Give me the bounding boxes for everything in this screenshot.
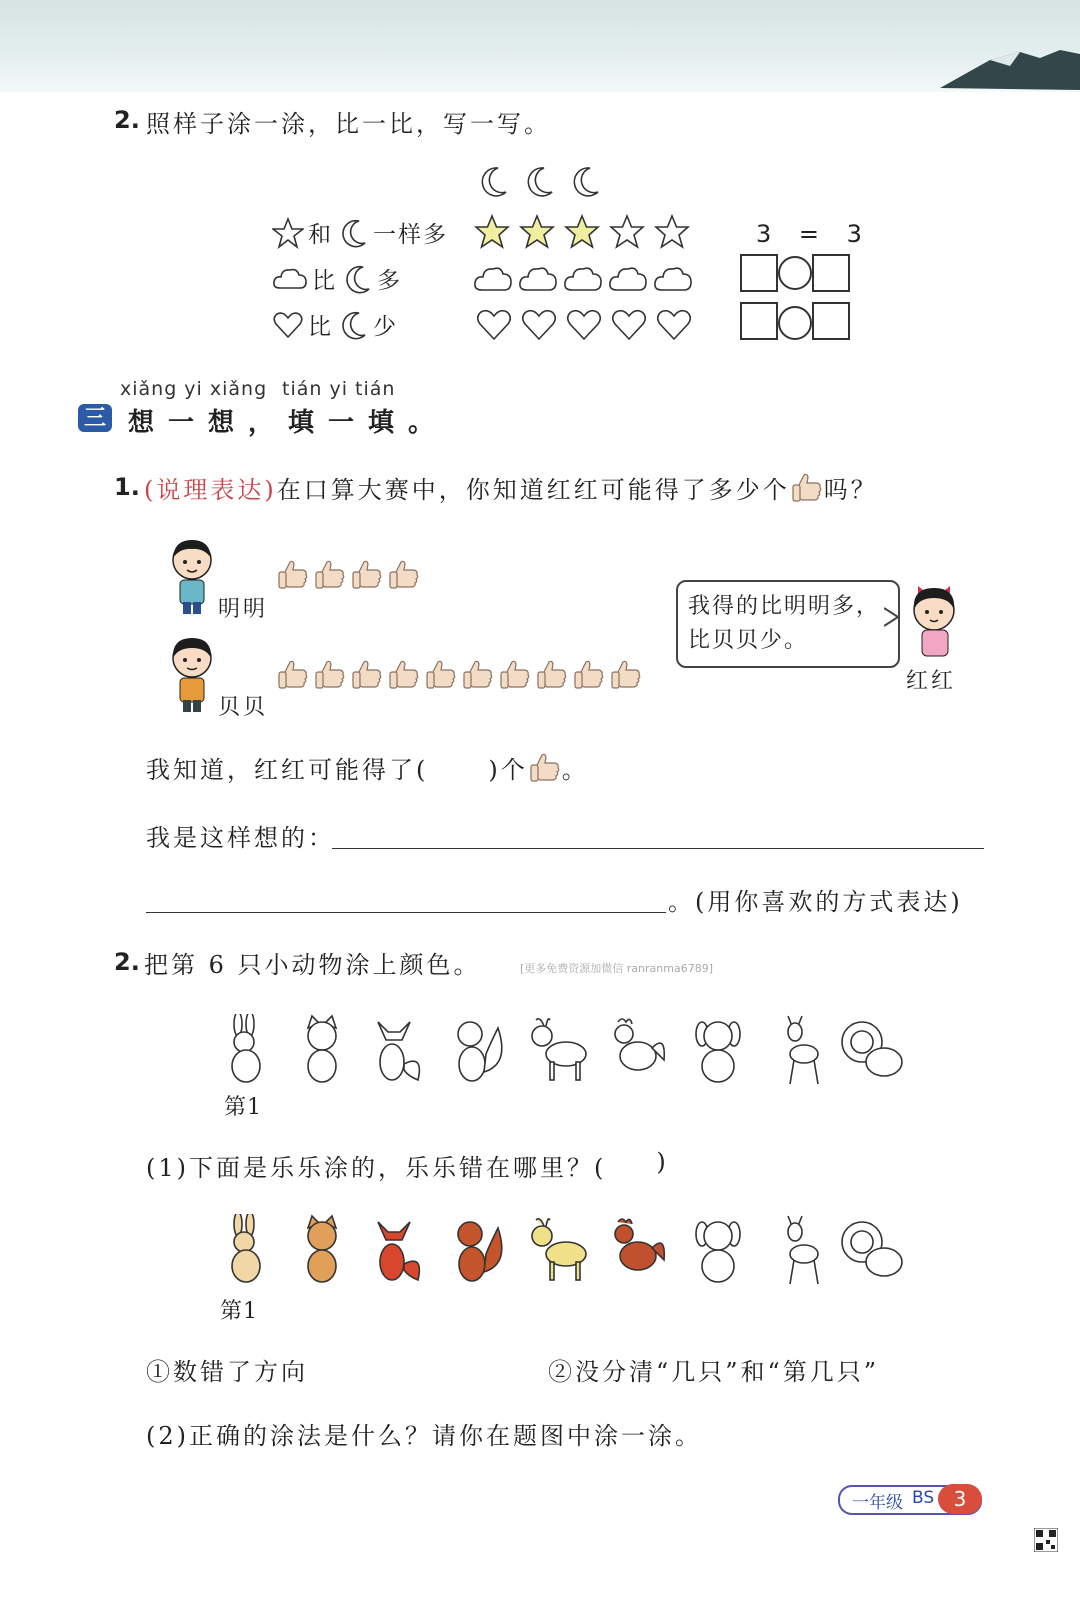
thumbs-up-icon (612, 661, 640, 688)
rabbit-icon[interactable] (214, 1214, 278, 1292)
pinyin-b: tián yi tián (282, 378, 396, 400)
deer-icon[interactable] (768, 1014, 832, 1092)
row-more-label (272, 262, 402, 295)
thumbs-up-icon (501, 661, 529, 688)
thumbs-up-icon (464, 661, 492, 688)
moon-icon (574, 168, 598, 196)
heart-icon[interactable] (478, 311, 511, 339)
rooster-icon[interactable] (604, 1214, 668, 1292)
moon-icon (337, 309, 369, 341)
sub1-blank[interactable] (606, 1148, 656, 1183)
section-title-b: 填一填。 (288, 408, 449, 438)
answer-box-less[interactable] (740, 302, 850, 344)
thumbs-up-icon (427, 661, 455, 688)
row-label-a: 比 (312, 268, 337, 294)
cloud-icon[interactable] (655, 268, 691, 290)
heart-icon[interactable] (613, 311, 646, 339)
answer-circle[interactable] (778, 306, 812, 340)
question-number: 2. (114, 948, 140, 976)
star-icon[interactable] (656, 216, 688, 247)
sub1-end: ) (656, 1148, 669, 1176)
bubble-line: 比贝贝少。 (688, 628, 809, 653)
squirrel-icon[interactable] (446, 1214, 510, 1292)
name-beibei: 贝贝 (218, 695, 269, 720)
answer-sentence (146, 750, 589, 785)
thumbs-up-icon (790, 471, 824, 505)
pinyin-a: xiǎng yi xiǎng (120, 378, 268, 400)
thumbs-up-icon (353, 661, 381, 688)
question-text: 照样子涂一涂，比一比，写一写。 (146, 110, 551, 138)
fox-icon[interactable] (364, 1214, 428, 1292)
row-equal-label (272, 216, 448, 249)
option-1[interactable]: ①数错了方向 (146, 1358, 308, 1386)
page-number: 3 (938, 1484, 982, 1514)
cloud-icon[interactable] (475, 268, 511, 290)
moon-icon (482, 168, 506, 196)
rabbit-icon[interactable] (214, 1014, 278, 1092)
star-icon[interactable] (566, 216, 598, 247)
thumbs-up-icon (279, 561, 307, 588)
example-right: 3 (846, 220, 862, 248)
example-equation (756, 220, 862, 248)
row-label-a: 比 (308, 314, 333, 340)
lion-icon[interactable] (840, 1214, 904, 1292)
goat-icon[interactable] (526, 1014, 590, 1092)
boy-beibei-avatar (162, 634, 222, 714)
answer-circle[interactable] (778, 256, 812, 290)
question-text (144, 470, 878, 505)
answer-mid: )个 (488, 756, 528, 784)
moon-icon (337, 217, 369, 249)
question-end: 吗？ (823, 476, 878, 504)
girl-honghong-avatar (898, 574, 970, 664)
squirrel-icon[interactable] (446, 1014, 510, 1092)
cloud-icon (272, 264, 308, 294)
section-title-comma: ， (248, 408, 289, 438)
thumbs-up-icon (390, 661, 418, 688)
example-left: 3 (756, 220, 772, 248)
thumbs-up-icon (575, 661, 603, 688)
sub1-text: (1)下面是乐乐涂的，乐乐错在哪里？( (146, 1154, 607, 1182)
header-band (0, 0, 1080, 92)
cloud-row (474, 262, 704, 298)
section-badge: 三 (78, 404, 112, 432)
row-label-a: 和 (308, 222, 333, 248)
answer-box[interactable] (740, 302, 778, 340)
fox-icon[interactable] (364, 1014, 428, 1092)
answer-line[interactable] (146, 912, 666, 913)
dog-icon[interactable] (688, 1014, 752, 1092)
thumbs-up-icon (279, 661, 307, 688)
rooster-icon[interactable] (604, 1014, 668, 1092)
bubble-line: 我得的比明明多， (688, 594, 881, 619)
first-label: 第1 (220, 1299, 258, 1324)
row-less-label (272, 308, 398, 341)
express-hint: 。(用你喜欢的方式表达) (668, 888, 963, 916)
example-op: = (798, 220, 820, 248)
dog-icon[interactable] (688, 1214, 752, 1292)
deer-icon[interactable] (768, 1214, 832, 1292)
heart-row (474, 308, 704, 344)
watermark-text: [更多免费资源加微信 ranranma6789] (520, 962, 713, 975)
question-number: 1. (114, 473, 140, 501)
qr-code-icon (1034, 1528, 1058, 1552)
moon-row (470, 162, 610, 202)
thumbs-up-icon (316, 561, 344, 588)
heart-icon[interactable] (523, 311, 556, 339)
row-label-b: 一样多 (373, 222, 448, 248)
lion-icon[interactable] (840, 1014, 904, 1092)
thumbs-up-icon (353, 561, 381, 588)
question-tag: (说理表达) (144, 476, 277, 504)
decoration-mountain-icon (930, 40, 1080, 90)
answer-box[interactable] (740, 254, 778, 292)
star-icon[interactable] (611, 216, 643, 247)
name-mingming: 明明 (218, 597, 269, 622)
star-icon[interactable] (476, 216, 508, 247)
answer-pre: 我知道，红红可能得了( (146, 756, 429, 784)
answer-box[interactable] (812, 302, 850, 340)
section-title (128, 402, 448, 439)
question-text: 把第 6 只小动物涂上颜色。 (144, 951, 481, 979)
cat-icon[interactable] (292, 1214, 356, 1292)
thumbs-up-icon (316, 661, 344, 688)
beibei-thumbs (276, 656, 656, 696)
row-label-b: 多 (377, 268, 402, 294)
cat-icon[interactable] (292, 1014, 356, 1092)
cloud-icon[interactable] (520, 268, 556, 290)
speech-bubble (676, 580, 900, 668)
grade-text: 一年级 (852, 1493, 903, 1513)
moon-icon (528, 168, 552, 196)
thumbs-up-icon (390, 561, 418, 588)
sub-question-1 (146, 1148, 669, 1183)
first-label: 第1 (224, 1095, 262, 1120)
thumbs-up-icon (538, 661, 566, 688)
mingming-thumbs (276, 556, 446, 596)
star-icon[interactable] (521, 216, 553, 247)
heart-icon (272, 310, 304, 340)
option-2[interactable]: ②没分清“几只”和“第几只” (548, 1358, 880, 1386)
edition-text: BS (912, 1488, 935, 1508)
heart-icon[interactable] (658, 311, 691, 339)
heart-icon[interactable] (568, 311, 601, 339)
question-number: 2. (114, 106, 140, 134)
question-body: 在口算大赛中，你知道红红可能得了多少个 (276, 476, 790, 504)
cloud-icon[interactable] (610, 268, 646, 290)
sub-question-2: (2)正确的涂法是什么？请你在题图中涂一涂。 (146, 1422, 702, 1450)
goat-icon[interactable] (526, 1214, 590, 1292)
think-label: 我是这样想的： (146, 824, 335, 852)
row-label-b: 少 (373, 314, 398, 340)
name-honghong: 红红 (906, 669, 957, 694)
moon-icon (341, 263, 373, 295)
answer-line[interactable] (332, 848, 984, 849)
star-icon (272, 217, 304, 249)
star-row (474, 214, 704, 254)
answer-box[interactable] (812, 254, 850, 292)
cloud-icon[interactable] (565, 268, 601, 290)
section-title-a: 想一想 (128, 408, 249, 438)
thumbs-up-icon (528, 751, 562, 785)
answer-box-more[interactable] (740, 254, 850, 296)
boy-mingming-avatar (162, 536, 222, 616)
answer-end: 。 (561, 756, 589, 784)
